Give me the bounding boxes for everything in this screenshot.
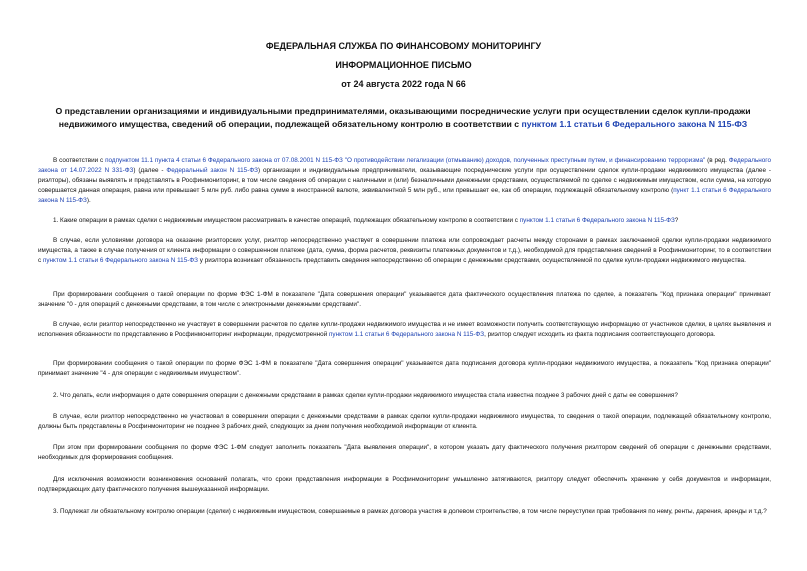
title-text: О представлении организациями и индивидуальными предпринимателями, оказывающими посреднические услуги при осуществлении сделок купли-продажи недвижимого имущества, сведений об операции, подлежащей обязательному контролю в соответствии с [55,106,751,129]
intro-text-3: ) (далее - [133,167,167,175]
paragraph-2-link[interactable]: пунктом 1.1 статьи 6 Федерального закона N 115-ФЗ [42,257,198,265]
document-date-number: от 24 августа 2022 года N 66 [341,79,466,89]
question-1-text: 1. Какие операции в рамках сделки с недвижимым имуществом рассматривать в качестве операций, подлежащих обязательному контролю в соответствии с [53,217,520,224]
intro-link-federal-law[interactable]: Федеральный закон N 115-ФЗ [166,167,258,175]
intro-text-5: ). [86,197,91,205]
paragraph-4-link[interactable]: пунктом 1.1 статьи 6 Федерального закона N 115-ФЗ [329,331,485,339]
paragraph-6: В случае, если риэлтор непосредственно не участвовал в совершении операции с денежными средствами в рамках сделки купли-продажи недвижимого имущества, то сведения о такой операции, подлежащей обязательному контролю, должны быть представлены в Росфинмониторинг не позднее 3 рабочих дней, следующих за днем получения необходимой информации от клиента. [38,413,771,431]
title-law-link[interactable]: пунктом 1.1 статьи 6 Федерального закона N 115-ФЗ [521,119,748,129]
question-1 [38,216,771,226]
intro-link-115fz[interactable]: подпунктом 11.1 пункта 4 статьи 6 Федерального закона от 07.08.2001 N 115-ФЗ "О противодействии легализации (отмыванию) доходов, полученных преступным путем, и финансированию терроризма" [105,157,706,164]
paragraph-4 [38,320,771,340]
question-2: 2. Что делать, если информация о дате совершения операции с денежными средствами в рамках сделки купли-продажи недвижимого имущества стала известна позднее 3 рабочих дней с даты ее совершения? [53,392,678,399]
paragraph-2 [38,236,771,266]
intro-text-1: В соответствии с [53,157,106,164]
document-title [38,105,768,131]
paragraph-2-text-2: у риэлтора возникает обязанность представить сведения непосредственно об операции с денежными средствами, осуществляемой по сделке купли-продажи недвижимого имущества. [198,257,746,265]
intro-text-2: (в ред. [705,157,729,164]
paragraph-4-text-1: В случае, если риэлтор непосредственно не участвует в совершении расчетов по сделке купли-продажи недвижимого имущества и не имеет возможности получить соответствующую информацию от участников сделки, в целях выявления и исполнения обязанности по представлению в Росфинмониторинг информации, предусмотренной [38,321,771,339]
question-1-link[interactable]: пунктом 1.1 статьи 6 Федерального закона N 115-ФЗ [519,217,675,224]
document-type: ИНФОРМАЦИОННОЕ ПИСЬМО [335,60,472,70]
intro-link-331fz[interactable]: Федерального закона от 14.07.2022 N 331-ФЗ [38,157,771,175]
paragraph-intro [38,156,771,206]
agency-heading: ФЕДЕРАЛЬНАЯ СЛУЖБА ПО ФИНАНСОВОМУ МОНИТОРИНГУ [265,41,542,51]
paragraph-7: При этом при формировании сообщения по форме ФЭС 1-ФМ следует заполнить показатель "Дата выявления операции", в котором указать дату фактического получения риэлтором сведений об операции с денежными средствами, необходимых для формирования сообщения. [38,444,771,462]
paragraph-2-text-1: В случае, если условиями договора на оказание риэлторских услуг, риэлтор непосредственно участвует в совершении платежа или сопровождает расчеты между сторонами в рамках заключаемой сделки купли-продажи недвижимого имущества, а также в случае получения от клиента информации о совершенном платеже (дата, сумма, форма расчетов, реквизиты платежных документов и т.д.), необходимой для представления сведений в Росфинмониторинг, то в соответствии с [38,237,771,265]
paragraph-5: При формировании сообщения о такой операции по форме ФЭС 1-ФМ в показателе "Дата совершения операции" указывается дата подписания договора купли-продажи недвижимого имущества, а показатель "Код признака операции" принимает значение "4 - для операции с недвижимым имуществом". [38,360,771,378]
intro-text-4: ) организации и индивидуальные предприниматели, оказывающие посреднические услуги при осуществлении сделок купли-продажи недвижимого имущества (далее - риэлторы), обязаны выявлять и представлять в Росфинмониторинг, в том числе сведения об операции с наличными и (или) безналичными денежными средствами, осуществляемой по сделке с недвижимым имуществом, если сумма, на которую совершается данная операция, равна или превышает 5 млн руб. либо равна сумме в иностранной валюте, эквивалентной 5 млн руб., или превышает ее, как об операции, подлежащей обязательному контролю ( [38,167,771,195]
paragraph-4-text-2: , риэлтор следует исходить из факта подписания соответствующего договора. [484,331,716,339]
paragraph-8: Для исключения возможности возникновения оснований полагать, что сроки представления информации в Росфинмониторинг умышленно затягиваются, риэлтору следует обеспечить хранение у себя документов и информации, подтверждающих дату фактического получения вышеуказанной информации. [38,476,771,494]
paragraph-3: При формировании сообщения о такой операции по форме ФЭС 1-ФМ в показателе "Дата совершения операции" указывается дата фактического осуществления платежа по сделке, а показатель "Код признака операции" принимает значение "0 - для операций с денежными средствами, в том числе с электронными денежными средствами". [38,291,771,309]
question-3: 3. Подлежат ли обязательному контролю операции (сделки) с недвижимым имуществом, совершаемые в рамках договора участия в долевом строительстве, в том числе переуступки прав требования по нему, ренты, дарения, аренды и т.д.? [53,508,767,515]
intro-link-point-1-1[interactable]: пункт 1.1 статьи 6 Федерального закона N 115-ФЗ [38,187,771,205]
question-1-end: ? [674,217,679,224]
